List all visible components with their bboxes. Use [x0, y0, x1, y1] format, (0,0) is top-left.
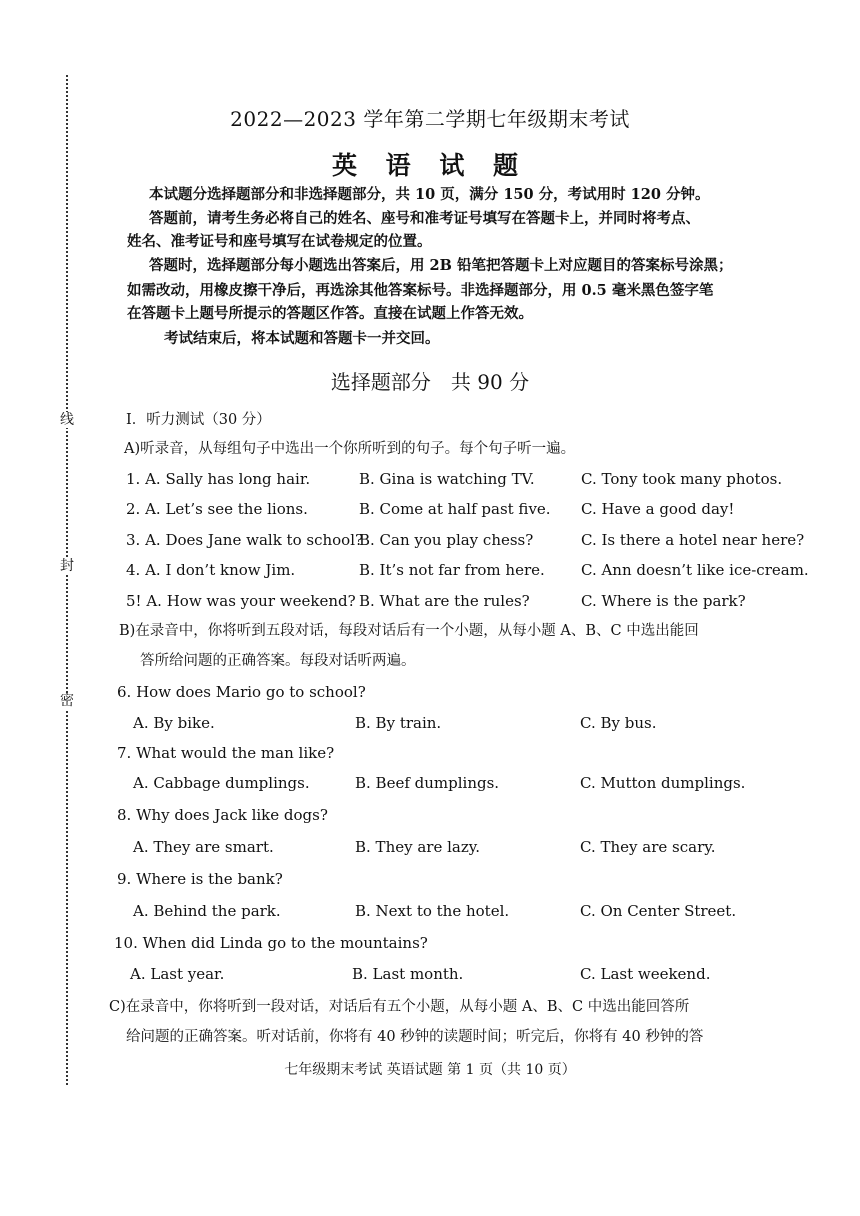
subject-title: 英 语 试 题 [331, 151, 529, 180]
partB-instruction-line-1: B)在录音中，你将听到五段对话，每段对话后有一个小题，从每小题 A、B、C 中选出能回 [119, 623, 699, 639]
partB-question-10-option-c: C. Last weekend. [580, 965, 711, 983]
partA-item-2-option-a: 2. A. Let’s see the lions. [126, 500, 308, 518]
partB-instruction-line-2: 答所给问题的正确答案。每段对话听两遍。 [140, 653, 416, 669]
partB-question-6-option-c: C. By bus. [580, 714, 657, 732]
partA-item-4-option-c: C. Ann doesn’t like ice-cream. [581, 561, 809, 579]
partB-question-8: 8. Why does Jack like dogs? [117, 806, 328, 824]
partB-question-7-option-a: A. Cabbage dumplings. [133, 774, 310, 792]
instruction-line-4: 答题时，选择题部分每小题选出答案后，用 2B 铅笔把答题卡上对应题目的答案标号涂黑； [149, 257, 733, 274]
margin-mark-feng: 封 [60, 558, 74, 574]
partB-question-10-option-a: A. Last year. [130, 965, 225, 983]
partA-item-5-option-c: C. Where is the park? [581, 592, 746, 610]
partA-item-3-option-c: C. Is there a hotel near here? [581, 531, 805, 549]
partB-question-7: 7. What would the man like? [117, 744, 335, 762]
partA-item-1-option-b: B. Gina is watching TV. [359, 470, 535, 488]
partB-question-7-option-c: C. Mutton dumplings. [580, 774, 746, 792]
instruction-line-1: 本试题分选择题部分和非选择题部分，共 10 页，满分 150 分，考试用时 120 分钟。 [149, 186, 710, 203]
partB-question-7-option-b: B. Beef dumplings. [355, 774, 500, 792]
binding-margin-dotted-line [66, 75, 68, 1085]
instruction-line-3: 姓名、准考证号和座号填写在试卷规定的位置。 [127, 233, 432, 250]
partC-instruction-line-2: 给问题的正确答案。听对话前，你将有 40 秒钟的读题时间；听完后，你将有 40 秒钟的答 [126, 1029, 704, 1045]
partB-question-9: 9. Where is the bank? [117, 870, 283, 888]
partA-item-3-option-b: B. Can you play chess? [359, 531, 534, 549]
partA-item-4-option-b: B. It’s not far from here. [359, 561, 545, 579]
partB-question-9-option-c: C. On Center Street. [580, 902, 737, 920]
exam-title: 2022—2023 学年第二学期七年级期末考试 [230, 107, 630, 131]
partB-question-8-option-c: C. They are scary. [580, 838, 716, 856]
partB-question-9-option-a: A. Behind the park. [133, 902, 281, 920]
partA-item-4-option-a: 4. A. I don’t know Jim. [126, 561, 296, 579]
partA-item-5-option-a: 5! A. How was your weekend? [126, 592, 356, 610]
partA-item-3-option-a: 3. A. Does Jane walk to school? [126, 531, 364, 549]
instruction-line-2: 答题前，请考生务必将自己的姓名、座号和准考证号填写在答题卡上，并同时将考点、 [149, 210, 700, 227]
instruction-line-5: 如需改动，用橡皮擦干净后，再选涂其他答案标号。非选择题部分，用 0.5 毫米黑色签字笔 [127, 282, 714, 299]
partA-item-1-option-c: C. Tony took many photos. [581, 470, 783, 488]
partB-question-6: 6. How does Mario go to school? [117, 683, 366, 701]
partA-item-1-option-a: 1. A. Sally has long hair. [126, 470, 311, 488]
partB-question-6-option-a: A. By bike. [133, 714, 215, 732]
partB-question-9-option-b: B. Next to the hotel. [355, 902, 510, 920]
partC-instruction-line-1: C)在录音中，你将听到一段对话，对话后有五个小题，从每小题 A、B、C 中选出能回答所 [109, 999, 690, 1015]
section-title: 选择题部分 共 90 分 [330, 370, 530, 394]
partB-question-8-option-a: A. They are smart. [133, 838, 274, 856]
partB-question-6-option-b: B. By train. [355, 714, 442, 732]
partB-question-8-option-b: B. They are lazy. [355, 838, 480, 856]
partA-item-5-option-b: B. What are the rules? [359, 592, 530, 610]
partB-question-10-option-b: B. Last month. [352, 965, 464, 983]
partA-item-2-option-c: C. Have a good day! [581, 500, 735, 518]
partA-instruction: A)听录音，从每组句子中选出一个你所听到的句子。每个句子听一遍。 [124, 441, 576, 457]
partA-item-2-option-b: B. Come at half past five. [359, 500, 551, 518]
instruction-line-7: 考试结束后，将本试题和答题卡一并交回。 [164, 330, 440, 347]
partB-question-10: 10. When did Linda go to the mountains? [114, 934, 428, 952]
instruction-line-6: 在答题卡上题号所提示的答题区作答。直接在试题上作答无效。 [127, 305, 533, 322]
margin-mark-xian: 线 [60, 412, 74, 428]
margin-mark-mi: 密 [60, 693, 74, 709]
part1-title: I．听力测试（30 分） [126, 412, 271, 428]
page-footer: 七年级期末考试 英语试题 第 1 页（共 10 页） [284, 1062, 576, 1078]
